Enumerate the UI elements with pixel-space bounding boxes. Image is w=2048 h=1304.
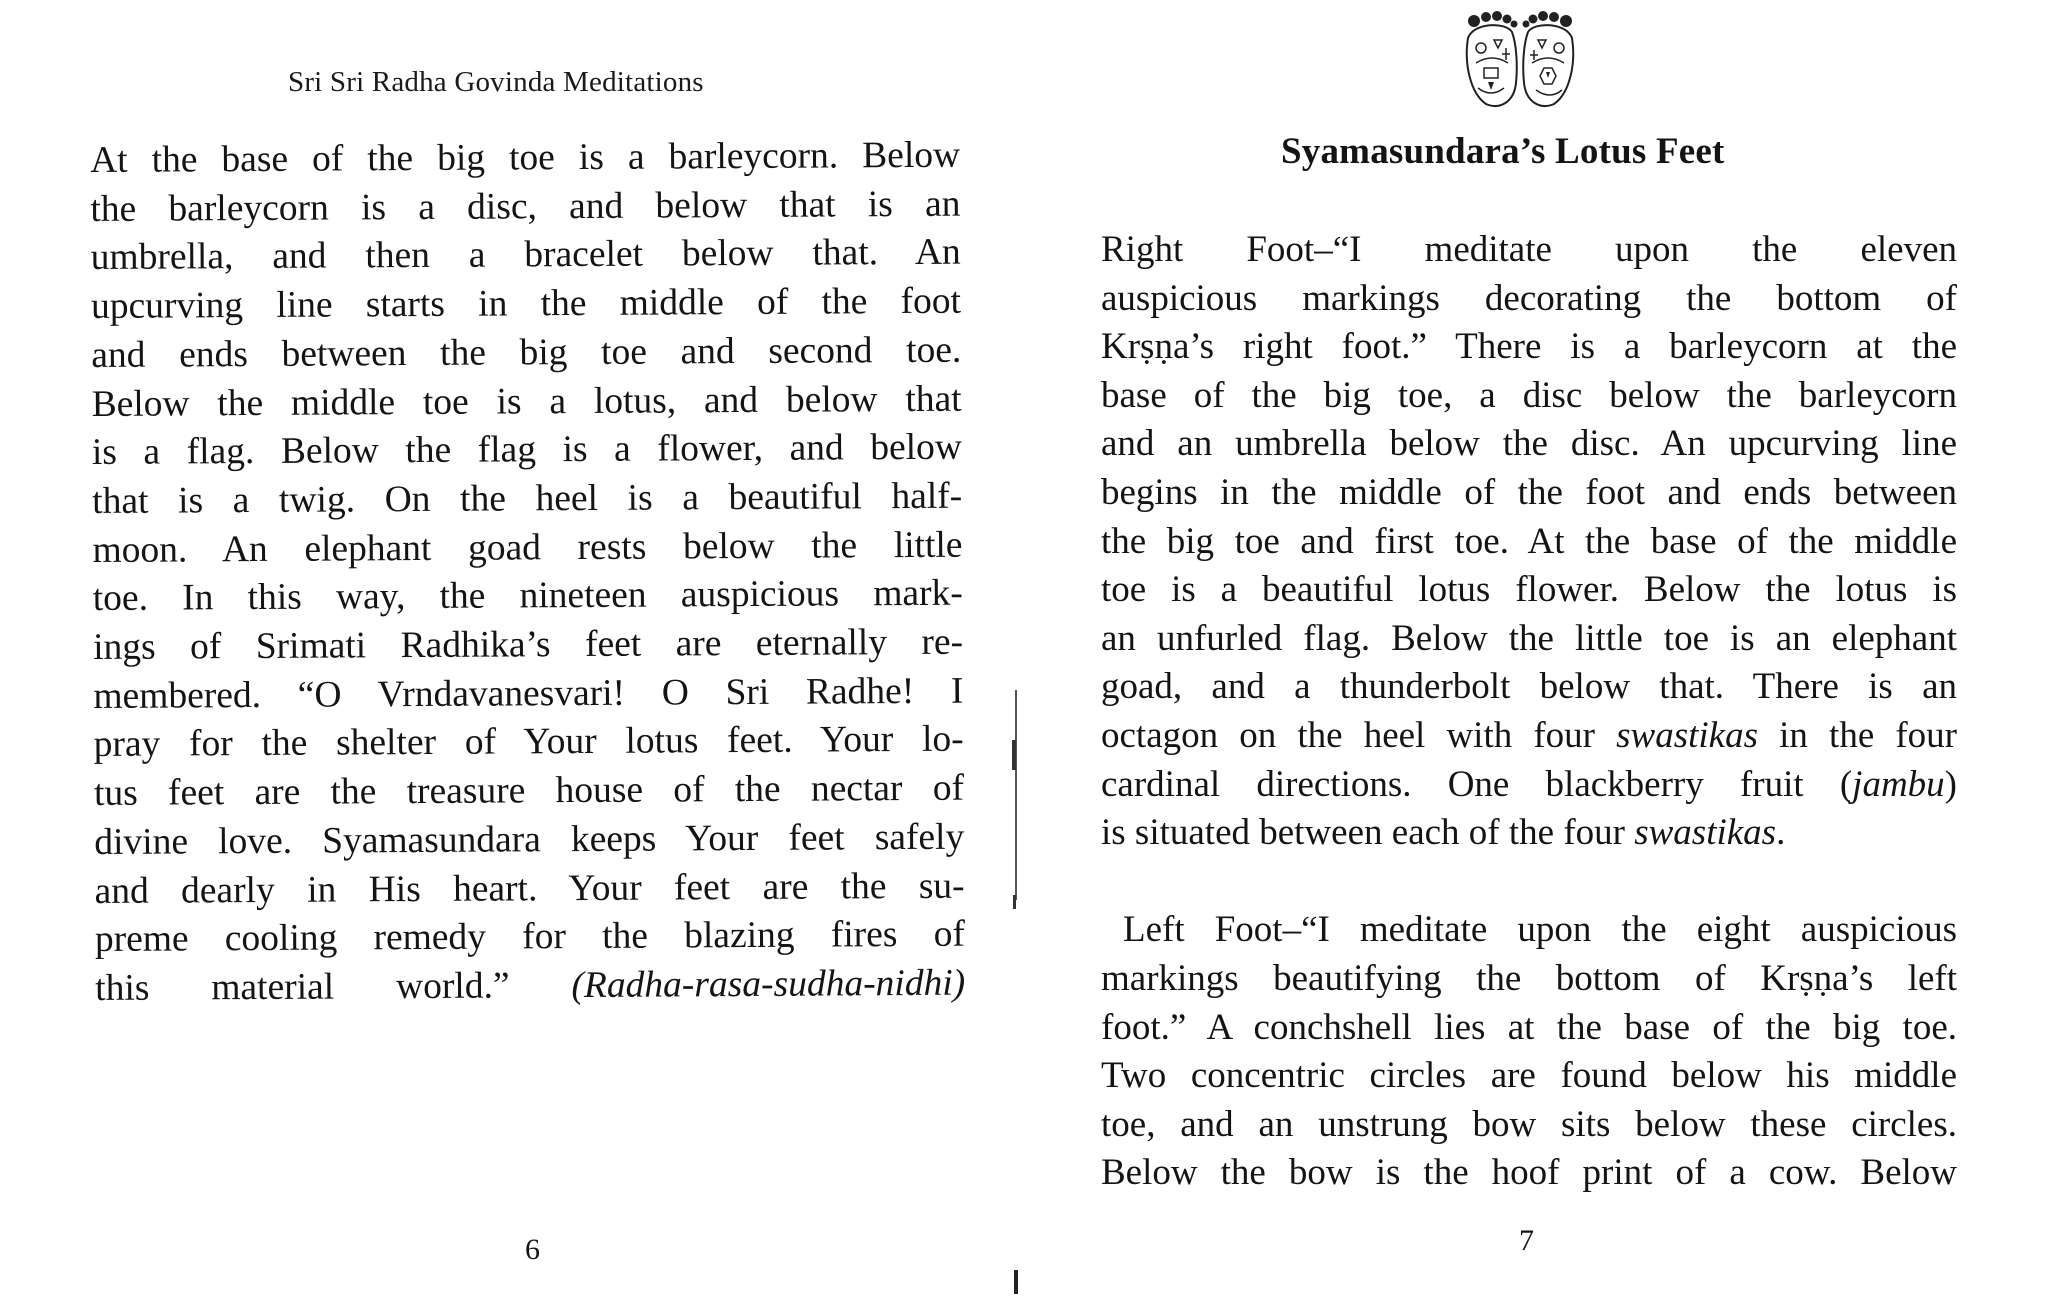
text-line: preme cooling remedy for the blazing fires of <box>94 913 966 961</box>
text-line: membered. “O Vrndavanesvari! O Sri Radhe! I <box>93 670 964 717</box>
text-line: Two concentric circles are found below his middle <box>1101 1055 1957 1097</box>
text-line: and ends between the big toe and second toe. <box>91 329 962 376</box>
text-line: toe. In this way, the nineteen auspicious mark- <box>92 573 963 620</box>
text-line: and dearly in His heart. Your feet are the su- <box>94 865 965 912</box>
text-line: Left Foot–“I meditate upon the eight auspicious <box>1123 909 1957 951</box>
text-line: and an umbrella below the disc. An upcurving line <box>1101 423 1957 465</box>
text-line: toe, and an unstrung bow sits below these circles. <box>1101 1103 1957 1145</box>
text-line: Below the bow is the hoof print of a cow. Below <box>1101 1152 1957 1194</box>
italic-term: jambu <box>1852 763 1945 805</box>
text-line: an unfurled flag. Below the little toe is an elephant <box>1101 617 1957 659</box>
gutter-shadow <box>1014 1270 1018 1294</box>
running-head: Sri Sri Radha Govinda Meditations <box>288 66 704 98</box>
text-line: goad, and a thunderbolt below that. There is an <box>1101 666 1957 708</box>
text-line: upcurving line starts in the middle of the foot <box>90 280 962 328</box>
left-page-body <box>90 132 965 1014</box>
text-segment: cardinal directions. One blackberry fruit ( <box>1101 763 1853 805</box>
citation: (Radha-rasa-sudha-nidhi) <box>571 962 966 1007</box>
text-segment: in the four <box>1758 714 1958 756</box>
text-line: Krṣṇa’s right foot.” There is a barleycorn at the <box>1101 326 1957 368</box>
right-page-body <box>1101 226 1957 1198</box>
text-line: At the base of the big toe is a barleycorn. Below <box>90 134 961 181</box>
page-number: 6 <box>525 1233 540 1266</box>
text-line: foot.” A conchshell lies at the base of the big toe. <box>1101 1006 1957 1048</box>
gutter-shadow <box>1012 740 1016 770</box>
text-line <box>1101 712 1957 761</box>
text-line-last <box>95 960 965 1014</box>
text-line: base of the big toe, a disc below the barleycorn <box>1101 374 1957 416</box>
text-segment: octagon on the heel with four <box>1101 714 1617 756</box>
lotus-feet-illustration-icon <box>1456 8 1588 112</box>
text-line: begins in the middle of the foot and ends between <box>1101 471 1957 513</box>
text-line: the barleycorn is a disc, and below that is an <box>90 183 961 230</box>
text-segment: is situated between each of the four <box>1101 812 1635 854</box>
text-line: markings beautifying the bottom of Krṣṇa’s left <box>1101 957 1957 999</box>
text-line: umbrella, and then a bracelet below that. An <box>90 232 961 279</box>
text-line: toe is a beautiful lotus flower. Below the lotus is <box>1101 569 1957 611</box>
text-segment: ) <box>1944 763 1957 805</box>
text-line: tus feet are the treasure house of the nectar of <box>93 767 965 815</box>
text-line: ings of Srimati Radhika’s feet are eternally re- <box>92 621 964 669</box>
text-line <box>1101 761 1957 810</box>
italic-term: swastikas <box>1634 812 1777 854</box>
paragraph-gap <box>1101 858 1957 907</box>
text-line: is a flag. Below the flag is a flower, and below <box>91 426 963 474</box>
text-line: the big toe and first toe. At the base of the middle <box>1101 520 1957 562</box>
text-line: divine love. Syamasundara keeps Your feet safely <box>94 816 965 863</box>
text-line: pray for the shelter of Your lotus feet. Your lo- <box>93 719 964 766</box>
text-line <box>1101 809 1957 858</box>
closing-quote-text: this material world.” <box>95 965 510 1009</box>
page-number: 7 <box>1519 1224 1534 1257</box>
text-segment: . <box>1776 812 1786 854</box>
section-title: Syamasundara’s Lotus Feet <box>1281 131 1725 172</box>
left-page <box>0 0 1010 1304</box>
text-line: auspicious markings decorating the bottom of <box>1101 277 1957 319</box>
text-line: moon. An elephant goad rests below the little <box>92 524 963 571</box>
text-line: Below the middle toe is a lotus, and below that <box>91 378 962 425</box>
gutter-shadow <box>1015 690 1017 900</box>
text-line: that is a twig. On the heel is a beautiful half- <box>92 475 963 522</box>
gutter-shadow <box>1013 895 1016 909</box>
text-line: Right Foot–“I meditate upon the eleven <box>1101 229 1957 270</box>
italic-term: swastikas <box>1616 714 1758 756</box>
